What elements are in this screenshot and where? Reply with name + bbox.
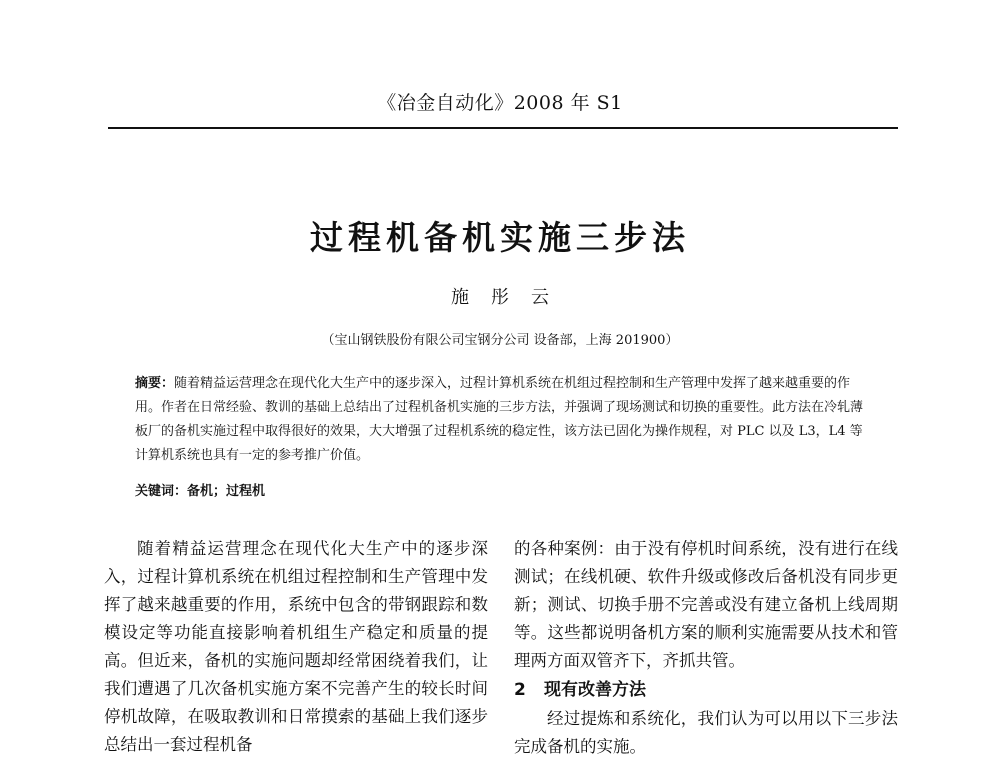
body-column-right — [514, 535, 898, 761]
author-name: 施彤云 — [451, 287, 571, 308]
keywords-label: 关键词： — [135, 484, 188, 499]
journal-header: 《冶金自动化》2008 年 S1 — [377, 92, 623, 114]
section-number: 2 — [514, 680, 526, 700]
abstract-label: 摘要： — [135, 376, 175, 391]
keywords-text: 备机；过程机 — [187, 484, 266, 499]
section-paragraph: 经过提炼和系统化，我们认为可以用以下三步法完成备机的实施。 — [514, 709, 898, 756]
body-column-left — [104, 535, 488, 759]
abstract — [135, 372, 875, 468]
abstract-text: 随着精益运营理念在现代化大生产中的逐步深入，过程计算机系统在机组过程控制和生产管理中发挥了越来越重要的作用。作者在日常经验、教训的基础上总结出了过程机备机实施的三步方法，并强调了现场测试和切换的重要性。此方法在冷轧薄板厂的备机实施过程中取得很好的效果，大大增强了过程机系统的稳定性，该方法已固化为操作规程，对 PLC 以及 L3，L4 等计算机系统也具有一定的参考推广价值。 — [135, 376, 864, 463]
affiliation: （宝山钢铁股份有限公司宝钢分公司 设备部，上海 201900） — [321, 333, 679, 348]
body-paragraph: 随着精益运营理念在现代化大生产中的逐步深入，过程计算机系统在机组过程控制和生产管理中发挥了越来越重要的作用，系统中包含的带钢跟踪和数模设定等功能直接影响着机组生产稳定和质量的提高。但近来，备机的实施问题却经常困绕着我们，让我们遭遇了几次备机实施方案不完善产生的较长时间停机故障，在吸取教训和日常摸索的基础上我们逐步总结出一套过程机备 — [104, 539, 488, 754]
body-paragraph-continued: 的各种案例：由于没有停机时间系统，没有进行在线测试；在线机硬、软件升级或修改后备机没有同步更新；测试、切换手册不完善或没有建立备机上线周期等。这些都说明备机方案的顺利实施需要从技术和管理两方面双管齐下，齐抓共管。 — [514, 539, 898, 670]
section-title: 现有改善方法 — [544, 680, 646, 700]
paper-title: 过程机备机实施三步法 — [310, 218, 690, 257]
header-rule — [108, 127, 898, 129]
keywords — [135, 480, 875, 499]
section-heading — [514, 675, 898, 705]
